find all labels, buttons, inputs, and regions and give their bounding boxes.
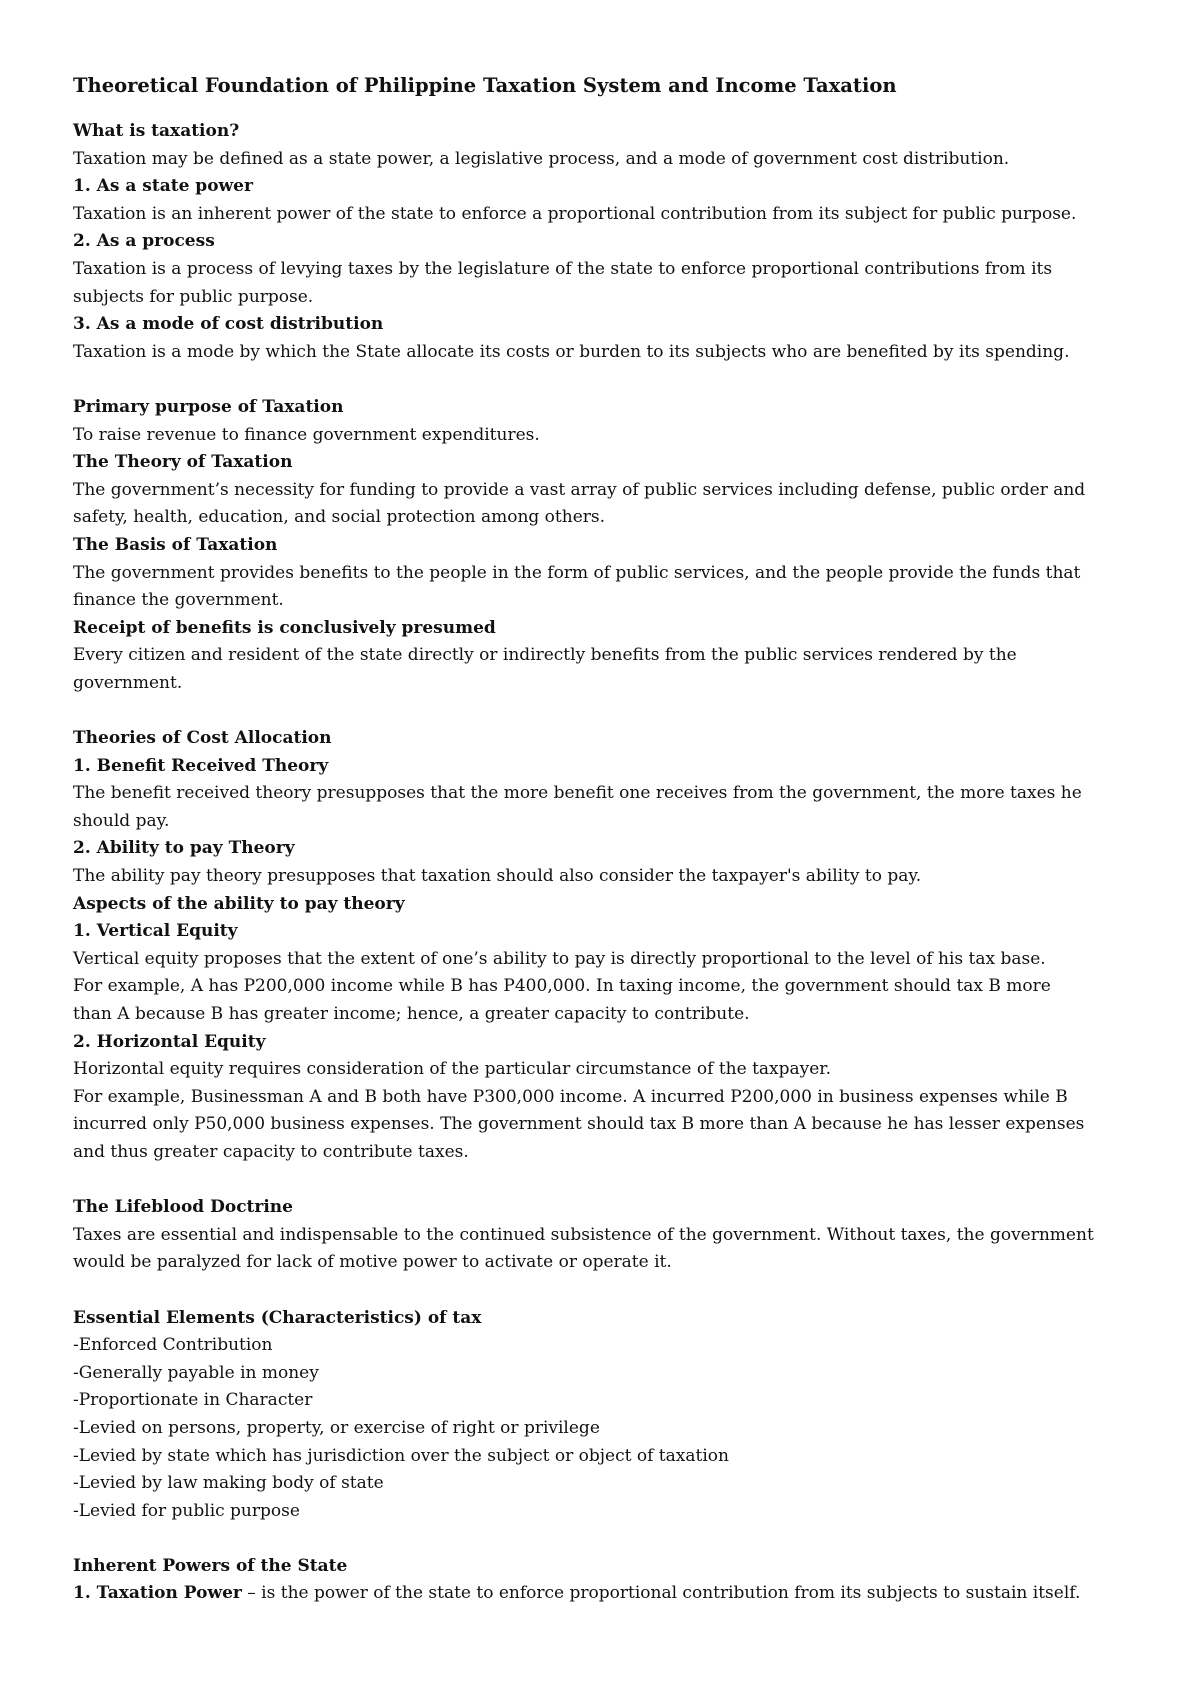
paragraph-horizontal-line: Horizontal equity requires consideration of the particular circumstance of the taxpayer. — [73, 1059, 831, 1080]
list-item: -Levied on persons, property, or exercise of right or privilege — [73, 1417, 600, 1438]
heading-cost-allocation: Theories of Cost Allocation — [73, 728, 332, 749]
paragraph-primary-purpose: To raise revenue to finance government expenditures. — [73, 424, 540, 445]
paragraph-basis-line: finance the government. — [73, 590, 284, 611]
paragraph-basis-line: The government provides benefits to the people in the form of public services, and the people provide the funds that — [73, 562, 1081, 583]
heading-lifeblood: The Lifeblood Doctrine — [73, 1197, 293, 1218]
paragraph-gap — [73, 366, 1140, 394]
heading-primary-purpose: Primary purpose of Taxation — [73, 396, 344, 417]
heading-vertical-equity: 1. Vertical Equity — [73, 921, 238, 942]
heading-state-power: 1. As a state power — [73, 176, 253, 197]
paragraph-benefit-line: The benefit received theory presupposes that the more benefit one receives from the government, the more taxes he — [73, 783, 1082, 804]
heading-inherent-powers: Inherent Powers of the State — [73, 1555, 348, 1576]
paragraph-receipt-line: Every citizen and resident of the state directly or indirectly benefits from the public services rendered by the — [73, 645, 1017, 666]
heading-basis-of-taxation: The Basis of Taxation — [73, 534, 278, 555]
heading-what-is-taxation: What is taxation? — [73, 121, 240, 141]
heading-essential-elements: Essential Elements (Characteristics) of tax — [73, 1307, 482, 1328]
paragraph-theory-line: The government’s necessity for funding to provide a vast array of public services including defense, public order and — [73, 479, 1086, 500]
paragraph-gap — [73, 1525, 1140, 1553]
paragraph-process-line: Taxation is a process of levying taxes by the legislature of the state to enforce proportional contributions from its — [73, 258, 1053, 279]
paragraph-state-power: Taxation is an inherent power of the state to enforce a proportional contribution from its subject for public purpose. — [73, 203, 1077, 224]
section-lifeblood — [73, 1194, 1140, 1277]
paragraph-vertical-line: than A because B has greater income; hence, a greater capacity to contribute. — [73, 1004, 750, 1024]
paragraph-horizontal-line: For example, Businessman A and B both have P300,000 income. A incurred P200,000 in business expenses while B — [73, 1086, 1068, 1107]
list-item: -Levied by law making body of state — [73, 1473, 384, 1494]
section-essential-elements — [73, 1305, 1140, 1526]
heading-process: 2. As a process — [73, 231, 215, 252]
paragraph-vertical-line: For example, A has P200,000 income while B has P400,000. In taxing income, the government should tax B more — [73, 976, 1051, 997]
paragraph-gap — [73, 1277, 1140, 1305]
document-title: Theoretical Foundation of Philippine Taxation System and Income Taxation — [73, 74, 897, 97]
paragraph-receipt-line: government. — [73, 672, 183, 693]
heading-aspects: Aspects of the ability to pay theory — [73, 893, 405, 914]
paragraph-taxation-definition: Taxation may be defined as a state power, a legislative process, and a mode of government cost distribution. — [73, 148, 1010, 169]
list-item: -Enforced Contribution — [73, 1335, 273, 1356]
paragraph-process-line: subjects for public purpose. — [73, 286, 314, 307]
paragraph-gap — [73, 697, 1140, 725]
paragraph-vertical-line: Vertical equity proposes that the extent of one’s ability to pay is directly proportional to the level of his tax base. — [73, 948, 1046, 969]
text-taxation-power: – is the power of the state to enforce proportional contribution from its subjects to sustain itself. — [241, 1583, 1081, 1604]
heading-benefit-received: 1. Benefit Received Theory — [73, 755, 329, 776]
list-item: -Proportionate in Character — [73, 1390, 313, 1411]
section-what-is-taxation — [73, 118, 1140, 366]
paragraph-gap — [73, 1167, 1140, 1195]
paragraph-horizontal-line: incurred only P50,000 business expenses. The government should tax B more than A because he has lesser expenses — [73, 1114, 1085, 1135]
paragraph-lifeblood-line: would be paralyzed for lack of motive power to activate or operate it. — [73, 1252, 672, 1273]
label-taxation-power: 1. Taxation Power — [73, 1583, 242, 1604]
paragraph-benefit-line: should pay. — [73, 810, 170, 831]
paragraph-theory-line: safety, health, education, and social protection among others. — [73, 507, 606, 528]
section-inherent-powers — [73, 1553, 1140, 1608]
paragraph-ability-to-pay: The ability pay theory presupposes that taxation should also consider the taxpayer's ability to pay. — [73, 866, 922, 887]
paragraph-cost-distribution: Taxation is a mode by which the State allocate its costs or burden to its subjects who are benefited by its spending. — [73, 341, 1070, 362]
paragraph-lifeblood-line: Taxes are essential and indispensable to the continued subsistence of the government. Without taxes, the government — [73, 1224, 1094, 1245]
paragraph-horizontal-line: and thus greater capacity to contribute taxes. — [73, 1141, 469, 1162]
section-cost-allocation — [73, 725, 1140, 1167]
heading-horizontal-equity: 2. Horizontal Equity — [73, 1031, 266, 1052]
section-purpose — [73, 394, 1140, 698]
heading-theory-of-taxation: The Theory of Taxation — [73, 452, 293, 473]
heading-cost-distribution: 3. As a mode of cost distribution — [73, 314, 384, 335]
heading-receipt-of-benefits: Receipt of benefits is conclusively presumed — [73, 617, 496, 638]
list-item: -Levied for public purpose — [73, 1500, 300, 1521]
list-item: -Levied by state which has jurisdiction over the subject or object of taxation — [73, 1445, 729, 1466]
heading-ability-to-pay: 2. Ability to pay Theory — [73, 838, 295, 859]
paragraph-taxation-power — [73, 1580, 1140, 1608]
list-item: -Generally payable in money — [73, 1362, 319, 1383]
